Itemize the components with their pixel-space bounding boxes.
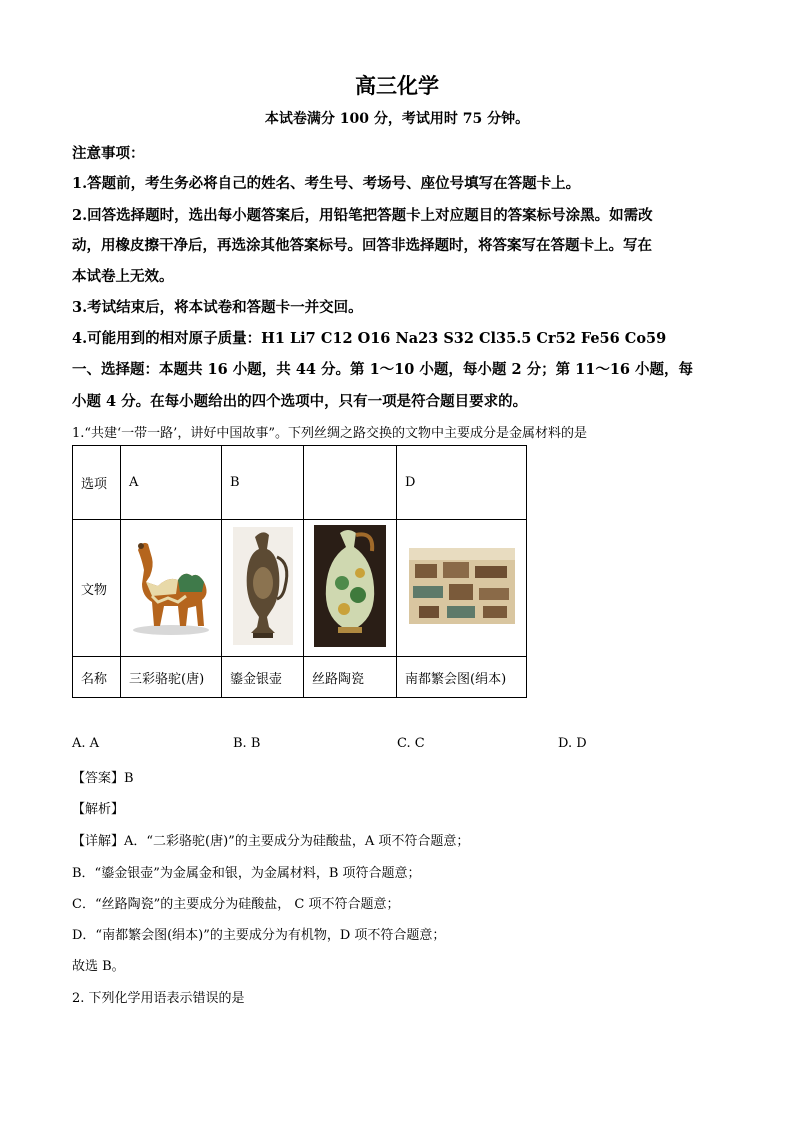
answer-line xyxy=(72,767,134,786)
relics-table xyxy=(72,445,527,698)
answer-label: 【答案】 xyxy=(72,771,125,786)
option-a-label: A xyxy=(121,446,222,520)
detail-conclusion: 故选 B。 xyxy=(72,959,125,974)
answer-value: B xyxy=(124,771,134,786)
option-d-label: D xyxy=(397,446,527,520)
row-header-option: 选项 xyxy=(73,446,121,520)
analysis-label: 【解析】 xyxy=(72,802,125,817)
notice-line-2: 2.回答选择题时，选出每小题答案后，用铅笔把答题卡上对应题目的答案标号涂黑。如需改 xyxy=(72,207,653,224)
question-1-stem: 1.“共建‘一带一路’，讲好中国故事”。下列丝绸之路交换的文物中主要成分是金属材料的是 xyxy=(72,426,587,441)
notice-line-3: 动，用橡皮擦干净后，再选涂其他答案标号。回答非选择题时，将答案写在答题卡上。写在 xyxy=(72,237,652,254)
notice-line-6: 4.可能用到的相对原子质量：H1 Li7 C12 O16 Na23 S32 Cl35.5 Cr52 Fe56 Co59 xyxy=(72,330,667,347)
choice-a: A. A xyxy=(72,736,100,751)
section-heading-line-2: 小题 4 分。在每小题给出的四个选项中，只有一项是符合题目要求的。 xyxy=(72,393,528,410)
detail-line-1: 【详解】A．“二彩骆驼(唐)”的主要成分为硅酸盐，A 项不符合题意； xyxy=(72,834,470,849)
option-a-name: 三彩骆驼(唐) xyxy=(121,657,222,698)
choice-d: D. D xyxy=(558,736,587,751)
option-d-name: 南都繁会图(绢本) xyxy=(397,657,527,698)
silk-road-ceramic-image xyxy=(314,525,386,647)
option-b-label: B xyxy=(222,446,304,520)
notice-line-5: 3.考试结束后，将本试卷和答题卡一并交回。 xyxy=(72,299,363,316)
ewer-image-cell xyxy=(222,520,304,657)
choice-c: C. C xyxy=(397,736,425,751)
option-c-name: 丝路陶瓷 xyxy=(304,657,397,698)
gilt-silver-ewer-image xyxy=(233,527,293,645)
row-header-relic: 文物 xyxy=(73,520,121,657)
painting-image-cell xyxy=(397,520,527,657)
exam-info: 本试卷满分 100 分，考试用时 75 分钟。 xyxy=(264,111,530,127)
question-2-stem: 2. 下列化学用语表示错误的是 xyxy=(72,991,245,1006)
option-b-name: 鎏金银壶 xyxy=(222,657,304,698)
nandu-painting-image xyxy=(409,548,515,624)
ceramic-image-cell xyxy=(304,520,397,657)
notice-heading: 注意事项： xyxy=(72,145,145,162)
detail-line-3: C．“丝路陶瓷”的主要成分为硅酸盐， C 项不符合题意； xyxy=(72,897,400,912)
camel-image-cell xyxy=(121,520,222,657)
detail-line-4: D．“南都繁会图(绢本)”的主要成分为有机物，D 项不符合题意； xyxy=(72,928,446,943)
section-heading-line-1: 一、选择题：本题共 16 小题，共 44 分。第 1～10 小题，每小题 2 分；第 11～16 小题，每 xyxy=(72,361,694,378)
choice-b: B. B xyxy=(233,736,261,751)
row-header-name: 名称 xyxy=(73,657,121,698)
page-title: 高三化学 xyxy=(355,73,439,98)
notice-line-1: 1.答题前，考生务必将自己的姓名、考生号、考场号、座位号填写在答题卡上。 xyxy=(72,175,581,192)
tricolor-camel-image xyxy=(128,536,214,636)
option-c-label xyxy=(304,446,397,520)
detail-line-2: B．“鎏金银壶”为金属金和银，为金属材料，B 项符合题意； xyxy=(72,866,421,881)
notice-line-4: 本试卷上无效。 xyxy=(72,268,174,285)
